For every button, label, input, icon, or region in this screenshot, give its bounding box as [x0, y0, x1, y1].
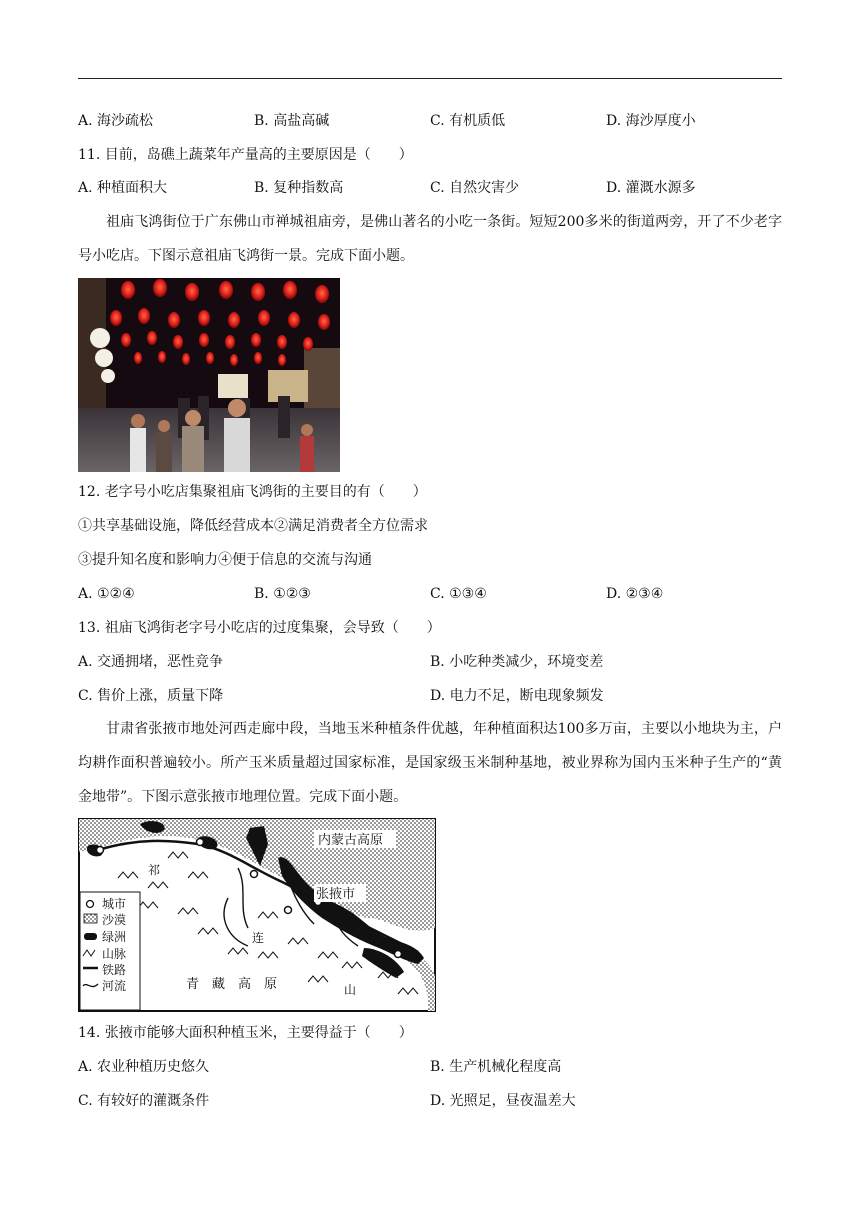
- legend-river: 河流: [102, 979, 127, 993]
- label-qingzang: 青 藏 高 原: [186, 977, 278, 992]
- header-rule: [78, 78, 782, 79]
- q12-option-a: A. ①②④: [78, 586, 135, 602]
- legend-railway: 铁路: [102, 963, 127, 977]
- q14-option-a: A. 农业种植历史悠久: [78, 1059, 210, 1075]
- q11-stem: 11. 目前，岛礁上蔬菜年产量高的主要原因是（ ）: [78, 147, 413, 163]
- legend-oasis-icon: [84, 933, 97, 940]
- q12-option-c: C. ①③④: [430, 586, 487, 602]
- street-photo: [78, 278, 340, 472]
- label-qi: 祁: [148, 863, 161, 877]
- q13-option-b: B. 小吃种类减少，环境变差: [430, 654, 604, 670]
- q14-stem: 14. 张掖市能够大面积种植玉米，主要得益于（ ）: [78, 1025, 413, 1041]
- q13-option-d: D. 电力不足，断电现象频发: [430, 688, 604, 704]
- label-shan: 山: [344, 983, 357, 997]
- label-lian: 连: [252, 931, 265, 945]
- q12-statements-1: ①共享基础设施，降低经营成本②满足消费者全方位需求: [78, 518, 428, 534]
- passage-zumiao: 祖庙飞鸿街位于广东佛山市禅城祖庙旁，是佛山著名的小吃一条街。短短200多米的街道两旁，开了不少老字号小吃店。下图示意祖庙飞鸿街一景。完成下面小题。: [78, 214, 782, 264]
- zhangye-map: [78, 818, 436, 1012]
- passage-zhangye: 甘肃省张掖市地处河西走廊中段，当地玉米种植条件优越，年种植面积达100多万亩，主要以小地块为主，户均耕作面积普遍较小。所产玉米质量超过国家标准，是国家级玉米制种基地，被业界称为国内玉米种子生产的“黄金地带”。下图示意张掖市地理位置。完成下面小题。: [78, 721, 782, 805]
- q13-option-a: A. 交通拥堵，恶性竞争: [78, 654, 224, 670]
- q12-option-b: B. ①②③: [254, 586, 311, 602]
- legend-city-icon: [87, 901, 94, 908]
- q11-option-c: C. 自然灾害少: [430, 180, 520, 196]
- q14-option-b: B. 生产机械化程度高: [430, 1059, 562, 1075]
- legend-city: 城市: [102, 897, 127, 911]
- zhangye-map-figure: [78, 818, 436, 1012]
- q14-option-c: C. 有较好的灌溉条件: [78, 1093, 210, 1109]
- q10-option-c: C. 有机质低: [430, 113, 506, 129]
- legend-mountain: 山脉: [102, 947, 127, 961]
- q11-option-a: A. 种植面积大: [78, 180, 168, 196]
- legend-oasis: 绿洲: [102, 930, 127, 944]
- q13-stem: 13. 祖庙飞鸿街老字号小吃店的过度集聚，会导致（ ）: [78, 620, 441, 636]
- q12-option-d: D. ②③④: [606, 586, 664, 602]
- label-zhangye: 张掖市: [316, 887, 356, 902]
- q11-option-b: B. 复种指数高: [254, 180, 344, 196]
- q12-statements-2: ③提升知名度和影响力④便于信息的交流与沟通: [78, 552, 372, 568]
- q10-option-b: B. 高盐高碱: [254, 113, 330, 129]
- q13-option-c: C. 售价上涨，质量下降: [78, 688, 224, 704]
- street-photo-image: [78, 278, 340, 472]
- q14-option-d: D. 光照足，昼夜温差大: [430, 1093, 576, 1109]
- label-inner-mongolia: 内蒙古高原: [318, 833, 384, 848]
- legend-desert-icon: [84, 914, 97, 923]
- q11-option-d: D. 灌溉水源多: [606, 180, 696, 196]
- q10-option-d: D. 海沙厚度小: [606, 113, 696, 129]
- q12-stem: 12. 老字号小吃店集聚祖庙飞鸿街的主要目的有（ ）: [78, 484, 427, 500]
- q10-option-a: A. 海沙疏松: [78, 113, 154, 129]
- map-legend: [80, 892, 140, 1010]
- legend-desert: 沙漠: [102, 913, 127, 927]
